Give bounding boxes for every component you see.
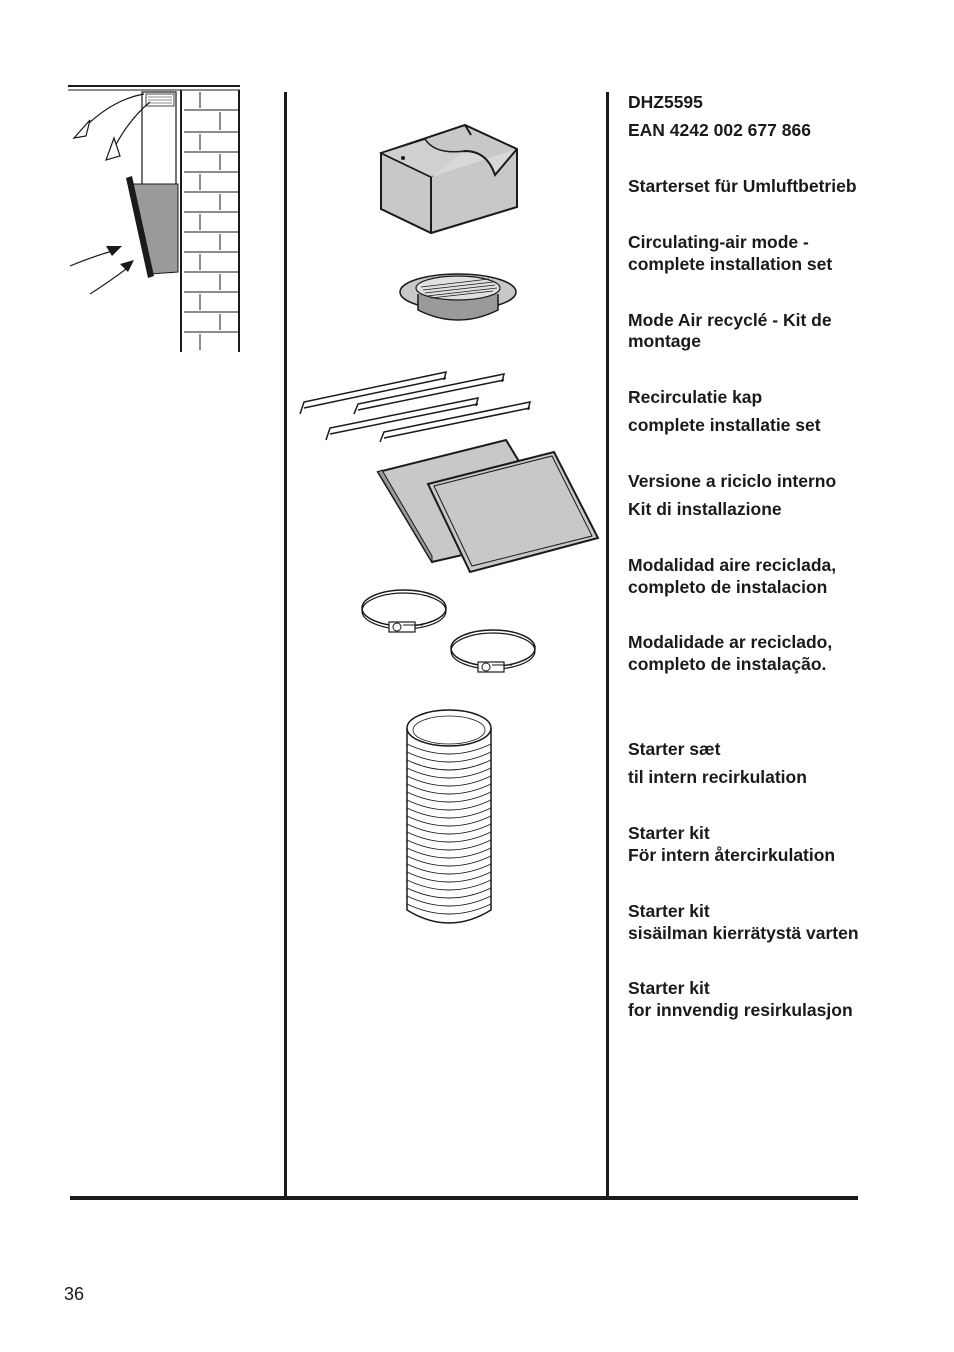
description-en-line2: complete installation set xyxy=(628,254,833,274)
description-es-line1: Modalidad aire reciclada, xyxy=(628,555,837,575)
description-fi-line2: sisäilman kierrätystä varten xyxy=(628,923,859,943)
description-es-line2: completo de instalacion xyxy=(628,577,828,597)
page-number: 36 xyxy=(64,1284,85,1304)
column-divider-right xyxy=(606,92,609,1200)
mounting-rods-illustration xyxy=(296,366,536,446)
description-fr-line2: montage xyxy=(628,331,701,351)
description-fr-line1: Mode Air recyclé - Kit de xyxy=(628,310,832,330)
hood-airflow-diagram xyxy=(60,80,260,360)
description-fi-line1: Starter kit xyxy=(628,901,710,921)
description-sv-line1: Starter kit xyxy=(628,823,710,843)
description-it-line2: Kit di installazione xyxy=(628,499,782,519)
flexible-duct-hose-illustration xyxy=(401,706,497,930)
description-nl-line2: complete installatie set xyxy=(628,415,821,435)
description-no-line1: Starter kit xyxy=(628,978,710,998)
description-da-line2: til intern recirkulation xyxy=(628,767,807,787)
model-number: DHZ5595 xyxy=(628,92,703,112)
ean-code: EAN 4242 002 677 866 xyxy=(628,120,811,140)
description-no-line2: for innvendig resirkulasjon xyxy=(628,1000,853,1020)
column-divider-left xyxy=(284,92,287,1200)
hose-clamp-1-illustration xyxy=(357,586,452,641)
description-nl-line1: Recirculatie kap xyxy=(628,387,763,407)
carbon-filters-illustration xyxy=(374,436,604,576)
description-it-line1: Versione a riciclo interno xyxy=(628,471,837,491)
air-deflector-adapter-illustration xyxy=(375,115,525,235)
description-sv-line2: För intern återcirkulation xyxy=(628,845,836,865)
bottom-rule xyxy=(70,1196,858,1200)
description-pt-line1: Modalidade ar reciclado, xyxy=(628,632,833,652)
description-pt-line2: completo de instalação. xyxy=(628,654,827,674)
description-da-line1: Starter sæt xyxy=(628,739,721,759)
hose-clamp-2-illustration xyxy=(446,626,541,681)
round-air-grille-illustration xyxy=(393,268,523,328)
description-de: Starterset für Umluftbetrieb xyxy=(628,176,857,196)
description-en-line1: Circulating-air mode - xyxy=(628,232,809,252)
